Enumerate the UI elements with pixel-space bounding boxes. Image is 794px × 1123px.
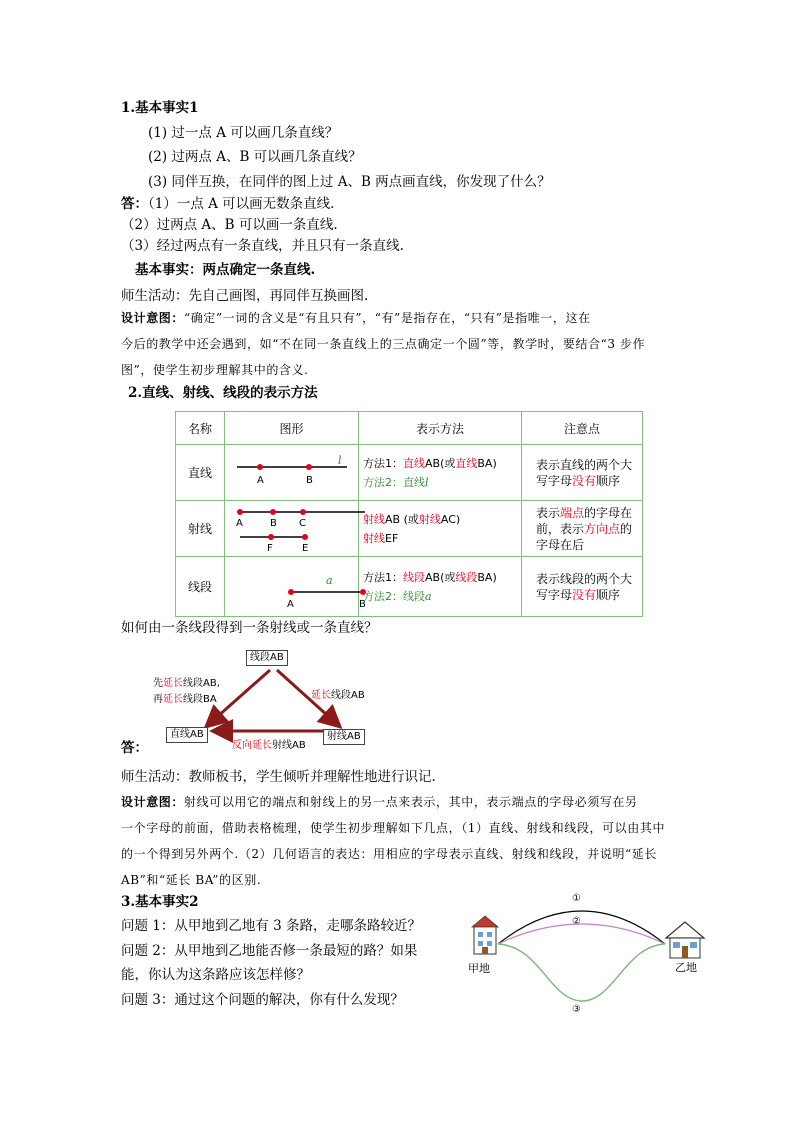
basic-fact-1: 基本事实：两点确定一条直线. bbox=[135, 262, 316, 278]
arrow-text: 射线AB bbox=[272, 740, 306, 751]
method-end: BA) bbox=[477, 456, 497, 470]
representation-table bbox=[175, 411, 643, 617]
method-line bbox=[359, 445, 522, 501]
arrow-text: 先 bbox=[153, 678, 163, 689]
arrow-text-red: 反向延长 bbox=[232, 740, 272, 751]
method-segment bbox=[359, 557, 522, 617]
method-ray-2 bbox=[363, 529, 521, 548]
method-red: 直线 bbox=[403, 456, 425, 470]
route-3-label: ③ bbox=[572, 1004, 581, 1015]
section1-heading: 1.基本事实1 bbox=[121, 100, 199, 116]
point-e bbox=[302, 534, 308, 540]
label-b: B bbox=[359, 599, 366, 610]
header-figure: 图形 bbox=[225, 412, 359, 445]
label-b: B bbox=[306, 475, 313, 486]
note-pre: 表示直线的两个大写字母 bbox=[536, 457, 633, 488]
route-3 bbox=[498, 944, 665, 1001]
point-a bbox=[288, 589, 294, 595]
figure-segment bbox=[225, 557, 366, 617]
label-a: A bbox=[287, 599, 294, 610]
note-red: 没有 bbox=[572, 473, 597, 488]
building-a-icon bbox=[472, 916, 498, 954]
teacher-activity-1: 师生活动：先自己画图，再同伴互换画图. bbox=[121, 288, 369, 304]
method-red: 线段 bbox=[403, 570, 425, 584]
question-3: (3) 同伴互换，在同伴的图上过 A、B 两点画直线，你发现了什么？ bbox=[148, 174, 551, 190]
method-prefix: 方法1： bbox=[363, 456, 403, 470]
table-row bbox=[176, 557, 643, 617]
method-red: 线段 bbox=[455, 570, 478, 584]
label-f: F bbox=[267, 543, 273, 554]
answer-2: （2）过两点 A、B 可以画一条直线. bbox=[121, 217, 338, 233]
row-name-line: 直线 bbox=[176, 445, 225, 501]
design-line-1: 射线可以用它的端点和射线上的另一点来表示，其中，表示端点的字母必须写在另 bbox=[184, 795, 638, 809]
method-mid: AB(或 bbox=[425, 456, 456, 470]
arrow-text-red: 延长 bbox=[163, 694, 183, 705]
method-ray bbox=[359, 501, 522, 557]
point-c bbox=[300, 509, 306, 515]
note-red: 端点 bbox=[560, 505, 585, 520]
point-a bbox=[257, 464, 263, 470]
design-line-3: 图”，使学生初步理解其中的含义. bbox=[121, 363, 309, 377]
point-b bbox=[306, 464, 312, 470]
problem-1: 问题 1：从甲地到乙地有 3 条路，走哪条路较近？ bbox=[121, 918, 422, 934]
place-a-label: 甲地 bbox=[468, 962, 490, 975]
method-line-1 bbox=[363, 454, 521, 473]
label-a: A bbox=[236, 518, 243, 529]
table-row bbox=[176, 445, 643, 501]
header-method: 表示方法 bbox=[359, 412, 522, 445]
teacher-activity-2: 师生活动：教师板书，学生倾听并理解性地进行识记. bbox=[121, 769, 436, 785]
design-line-4: AB”和“延长 BA”的区别. bbox=[121, 873, 262, 887]
note-pre: 表示线段的两个大写字母 bbox=[536, 571, 633, 602]
point-a bbox=[237, 509, 243, 515]
design-line-2: 今后的教学中还会遇到，如“不在同一条直线上的三点确定一个圆”等，教学时，要结合“3 步作 bbox=[121, 337, 646, 351]
section2-heading: 2.直线、射线、线段的表示方法 bbox=[128, 385, 318, 401]
note-post: 的字母在后 bbox=[536, 521, 633, 552]
answer-1-text: （1）一点 A 可以画无数条直线. bbox=[148, 196, 335, 212]
problem-3: 问题 3：通过这个问题的解决，你有什么发现？ bbox=[121, 992, 404, 1008]
method-ray-1 bbox=[363, 510, 521, 529]
place-b-label: 乙地 bbox=[675, 961, 697, 974]
design-line-1: “确定”一词的含义是“有且只有”，“有”是指存在，“只有”是指唯一，这在 bbox=[184, 311, 591, 325]
box-line-ab: 直线AB bbox=[166, 727, 208, 743]
design-intent-2 bbox=[121, 789, 665, 893]
left-arrow-label-2 bbox=[153, 690, 217, 705]
answer-1 bbox=[121, 195, 334, 213]
route-1-label: ① bbox=[572, 893, 581, 904]
method-end: EF bbox=[385, 531, 399, 545]
line-figure-svg bbox=[225, 445, 358, 497]
note-ray bbox=[522, 501, 643, 557]
house-b-icon bbox=[666, 922, 704, 958]
table-header-row bbox=[176, 412, 643, 445]
left-arrow-label-1 bbox=[153, 674, 220, 689]
header-note: 注意点 bbox=[522, 412, 643, 445]
method-mid: AB(或 bbox=[425, 570, 456, 584]
answer-label: 答： bbox=[121, 196, 148, 212]
arrow-text: 再 bbox=[153, 694, 163, 705]
label-c: C bbox=[299, 518, 306, 529]
box-ray-ab: 射线AB bbox=[323, 729, 365, 745]
point-f bbox=[268, 534, 274, 540]
note-segment bbox=[522, 557, 643, 617]
design-label: 设计意图： bbox=[121, 311, 185, 325]
question-2: (2) 过两点 A、B 可以画几条直线？ bbox=[148, 149, 362, 165]
method-line-2 bbox=[363, 473, 521, 492]
note-red: 没有 bbox=[572, 587, 597, 602]
answer-label-2: 答： bbox=[121, 740, 148, 756]
note-line bbox=[522, 445, 643, 501]
answer-3: （3）经过两点有一条直线，并且只有一条直线. bbox=[121, 238, 404, 254]
segment-figure-svg bbox=[225, 557, 366, 613]
point-b bbox=[270, 509, 276, 515]
routes-figure bbox=[460, 886, 710, 1016]
label-a-italic: a bbox=[326, 574, 333, 587]
table-row bbox=[176, 501, 643, 557]
method-red: 射线 bbox=[418, 512, 441, 526]
question-1: (1) 过一点 A 可以画几条直线？ bbox=[148, 125, 339, 141]
note-mid: 的字母在前，表示 bbox=[536, 505, 633, 536]
problem-2: 问题 2：从甲地到乙地能否修一条最短的路？如果 bbox=[121, 943, 418, 959]
arrow-text: 线段AB bbox=[331, 690, 365, 701]
row-name-ray: 射线 bbox=[176, 501, 225, 557]
arrow-text: 线段BA bbox=[183, 694, 217, 705]
ray-figure-svg bbox=[225, 501, 358, 553]
header-name: 名称 bbox=[176, 412, 225, 445]
route-1 bbox=[498, 911, 665, 944]
label-e: E bbox=[302, 543, 309, 554]
method-2: 方法2：直线 bbox=[363, 475, 425, 489]
row-name-segment: 线段 bbox=[176, 557, 225, 617]
section3-heading: 3.基本事实2 bbox=[121, 894, 199, 910]
method-prefix: 方法1： bbox=[363, 570, 403, 584]
right-arrow-label bbox=[311, 686, 365, 701]
method-red: 射线 bbox=[363, 531, 385, 545]
note-pre: 表示 bbox=[536, 505, 561, 520]
method-end: BA) bbox=[477, 570, 497, 584]
label-b: B bbox=[270, 518, 277, 529]
method-var: l bbox=[425, 475, 429, 489]
note-post: 顺序 bbox=[596, 587, 621, 602]
method-mid: AB (或 bbox=[385, 512, 419, 526]
design-intent-1 bbox=[121, 305, 645, 383]
method-segment-2 bbox=[363, 587, 521, 606]
note-red: 方向点 bbox=[584, 521, 621, 536]
arrow-text-red: 延长 bbox=[163, 678, 183, 689]
figure-ray bbox=[225, 501, 359, 557]
method-end: AC) bbox=[440, 512, 461, 526]
box-segment-ab: 线段AB bbox=[246, 650, 288, 666]
arrow-text-red: 延长 bbox=[311, 690, 331, 701]
label-a: A bbox=[257, 475, 264, 486]
arrow-text: 线段AB, bbox=[183, 678, 220, 689]
note-post: 顺序 bbox=[596, 473, 621, 488]
problem-2-cont: 能，你认为这条路应该怎样修？ bbox=[121, 967, 310, 983]
method-red: 射线 bbox=[363, 512, 385, 526]
figure-line bbox=[225, 445, 359, 501]
bottom-arrow-label bbox=[232, 736, 306, 751]
segment-question: 如何由一条线段得到一条射线或一条直线？ bbox=[121, 620, 378, 636]
method-var: a bbox=[425, 589, 432, 603]
route-2-label: ② bbox=[572, 916, 581, 927]
design-label: 设计意图： bbox=[121, 795, 185, 809]
label-l: l bbox=[338, 454, 342, 467]
method-segment-1 bbox=[363, 568, 521, 587]
design-line-2: 一个字母的前面，借助表格梳理，使学生初步理解如下几点，（1）直线、射线和线段，可以由其中 bbox=[121, 821, 666, 835]
method-red: 直线 bbox=[455, 456, 478, 470]
method-2: 方法2：线段 bbox=[363, 589, 425, 603]
design-line-3: 的一个得到另外两个.（2）几何语言的表达：用相应的字母表示直线、射线和线段，并说明“延长 bbox=[121, 847, 657, 861]
